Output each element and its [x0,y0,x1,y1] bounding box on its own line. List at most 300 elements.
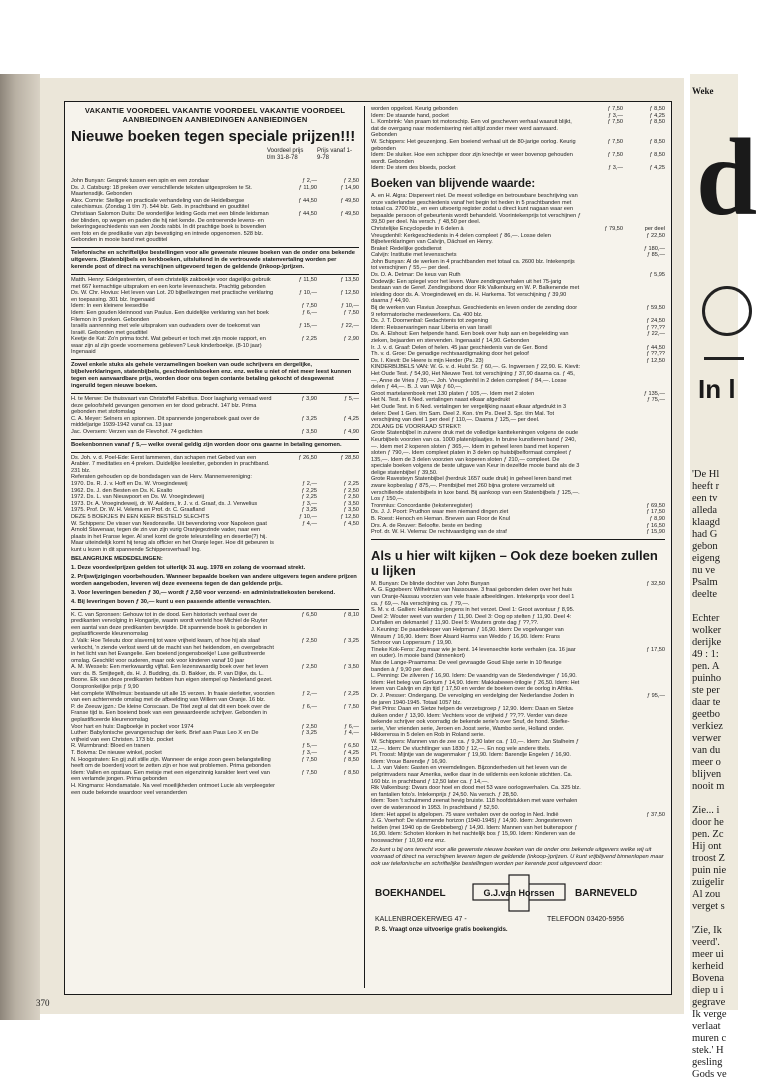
book-entry [371,798,665,811]
divider [71,359,359,360]
book-entry [371,233,665,240]
book-price-voordeel [581,391,623,398]
book-entry-text: Vreugdenhil: Kerkgeschiedenis in 4 delen compleet ƒ 86,—. Losse delen [371,232,551,239]
book-entry [371,424,665,431]
right-page-seal-icon [702,286,752,336]
book-entry [71,481,359,488]
book-price-vanaf: ƒ 15,90 [646,529,665,536]
right-page-line: troost Z [692,853,725,864]
book-price-voordeel: ƒ 2,25 [301,494,317,501]
book-price-vanaf: ƒ 4,25 [649,112,665,119]
book-price-voordeel: ƒ 15,— [298,323,317,330]
book-entry-text: Matth. Henry: Edelgesteenten, of een christelijk zakboekje voor dagelijks gebruik met 667 kernachtige uitspraken en een korte levensschets. Prachtig gebonden [71,276,271,290]
book-entry-text: Grote Statenbijbel in zuivere druk met de volledige kanttekeningen volgens de oude Keurbijbels voorzien van ca. 1000 platen/plaatjes. In bruine kunstleren band ƒ 240,—. Idem met 2 koperen sloten ƒ 365,—. Idem in geheel leren band met koperen sloten ƒ 790,—. Idem compleet platen in 3 delen op huisbijbelformaat compleet ƒ 135,—. Idem de 3 delen voorzien van koperen sloten ƒ 210,— compleet. De speciale boeken volgens de beste uitgave van Keur in dezelfde mooie band als de 3 delige statenbijbel ƒ 39,50. [371,430,580,476]
book-price-voordeel [581,509,623,516]
book-price-voordeel [581,397,623,404]
right-page-line: Al zou [692,889,721,900]
book-entry-text: Drs. A. de Reuver: Beloofte. beste en beding [371,522,482,529]
book-entry [371,239,665,246]
book-entry [71,290,359,303]
right-page-heading: In l [698,374,736,404]
book-entry [371,165,665,172]
book-price-vanaf: ƒ 75,— [646,397,665,404]
book-entry-text: T. Boivma: De nieuwe winkel, pocket [71,750,162,756]
book-entry [371,358,665,365]
book-price-vanaf [623,673,665,693]
book-list [71,277,359,356]
book-price-voordeel [581,523,623,530]
book-entry [71,178,359,185]
book-price-vanaf: ƒ 12,50 [340,290,359,297]
book-entry-text: 1975. Prof. Dr. W. H. Velema en Prof. dr. C. Graafland [71,507,205,514]
right-page-line: alleda [692,505,718,516]
book-price-vanaf: ƒ 8,50 [649,106,665,112]
book-price-vanaf [623,706,665,739]
right-page-line: meer ui [692,949,724,960]
right-page-line: puin nie [692,865,727,876]
mededeling-item: 3. Voor leveringen beneden ƒ 30,— wordt ƒ 2,50 voor verzend- en administratiekosten berekend. [71,589,336,596]
book-price-voordeel: ƒ 2,25 [301,487,317,494]
mededeling-item: 4. Bij leveringen boven ƒ 30,— kunt u een passende attentie verwachten. [71,598,271,605]
book-price-voordeel [581,279,623,305]
book-entry [371,739,665,752]
book-price-vanaf: ƒ 37,50 [646,811,665,818]
book-price-vanaf: ƒ 4,25 [343,750,359,756]
book-entry [71,501,359,508]
book-price-vanaf [623,660,665,673]
right-page-line: Ik verge [692,1009,727,1020]
divider [71,452,359,453]
book-price-vanaf [623,404,665,424]
book-entry-text: C. A. Meyer: Selners en spionnen. Dit spannende jongensboek gaat over de middeljarige 1939-1942 vanaf ca. 13 jaar [71,415,260,429]
right-page-line: een tv [692,493,718,504]
right-page-line: Echter [692,613,720,624]
book-entry-text: KINDERBIJBELS VAN: W. G. v. d. Hulst Sr. ƒ 60,—. G. Ingwersen ƒ 22,90. E. Kievit: Het Oude Test. ƒ 54,90, Het Nieuwe Test. tot verschijning ƒ 37,90 daarna ca. ƒ 45,—, Anne de Vries ƒ 39,—. Joh. Vreugdenhil in 2 delen compleet ƒ 84,—. Losse delen ƒ 44,—. B. J. van Wijk ƒ 60,—. [371,364,581,391]
book-entry-text: L. Penning: De zilveren ƒ 16,90. Idem: De vaandrig van de Stedendwinger ƒ 16,90. Idem: Het beleg van Gorkum ƒ 14,90. Idem: Makkabeeen-trilogie ƒ 26,50. Idem: Het leven van Calvijn en zijn tijd ƒ 17,50 en verder de boeken over de oorlog in Afrika. [371,673,580,693]
shop-logo-icon [471,874,567,914]
right-page-line: blijven [692,769,722,780]
book-price-vanaf: ƒ 3,50 [343,500,359,507]
right-page-line: pen. Zc [692,829,724,840]
book-entry-text: W. Schippers: Mannen van de zee ca. ƒ 9,30 later ca. ƒ 10,—. Idem: Jan Stalheim ƒ 12,—. Idem: De vluchtlinger van 1830 ƒ 12,—. En nog vele andere titels. [371,739,580,752]
right-page-line: gegrave [692,997,726,1008]
book-entry-text: L. J. van Valen: Gasten en vreemdelingen. Bijzonderheden uit het leven van de pelgrimvaders naar Amerika, welke daar in de wildernis een kolonie stichtten. Ca. 160 blz. in prachtband ƒ 12,50 later ca. ƒ 14,—. [371,765,573,785]
book-entry [371,752,665,765]
book-price-vanaf: per deel [644,225,665,232]
book-entry-text: Israëls aanrenning met vele uitspraken van oudvaders over de toekomst van Israël. Gebonden met goudtitel [71,323,261,336]
book-entry-text: A. en H. Algra: Dispereert niet. De meest volledige en betrouwbare beschrijving van onze vaderlandse geschiedenis vanaf het begin tot heden in 5 prachtbanden met totaal ca. 2700 blz., en een uitvoerig register zodat u direct kunt nagaan waar een bepaalde persoon of gebeurtenis wordt behandeld. Voorintekenprijs tot verschijnen ƒ 39,50 per deel. Na versch. ƒ 48,50 per deel. [371,192,581,226]
book-entry [71,455,359,475]
voucher-notice: Boekenbonnen vanaf ƒ 5,— welke overal geldig zijn worden door ons gaarne in betaling genomen. [71,441,342,448]
book-price-vanaf: ƒ 14,90 [340,184,359,191]
book-entry-text: Het N. Test. in 6 Ned. vertalingen naast elkaar afgedrukt [371,397,510,404]
book-entry-text: Ds. J. Catsburg: 18 preken over verschillende teksten uitgesproken te St. Maartensdijk. Gebonden [71,184,252,198]
book-price-vanaf: ƒ 8,50 [343,756,359,763]
book-price-voordeel: ƒ 11,90 [298,184,317,191]
book-entry [371,252,665,259]
book-entry [371,430,665,476]
book-entry-text: Idem: Een gouden kleinnood van Paulus. Een duidelijke verklaring van het boek Filemon in 9 preken. Gebonden [71,309,269,323]
book-entry-text: Max de Lange-Praamsma: De veel gevraagde Goud Elsje serie in 10 fleurige banden à ƒ 9,90 per deel. [371,659,562,673]
right-page-line: had G [692,529,718,540]
book-entry [71,783,359,796]
book-entry [71,691,359,704]
purchase-notice: Zowel enkele stuks als gehele verzamelingen boeken van oude schrijvers en dergelijke, bijbelverklaringen, statenbijbels, geschiedenisboeken enz. enz. welke u niet of niet meer leest kunnen tegen een aanvaardbare prijs, worden door ons tegen contante betaling gekocht of desgewenst ingeruild tegen nieuwe boeken. [71,362,352,390]
book-price-voordeel: ƒ 3,25 [301,730,317,737]
book-price-voordeel [581,752,623,765]
book-entry [371,607,665,627]
right-page-line: geetbo [692,709,720,720]
book-price-vanaf: ƒ 6,50 [343,743,359,750]
book-price-voordeel [581,587,623,607]
book-entry [71,310,359,323]
book-entry [71,211,359,244]
shop-name: BOEKHANDEL [375,887,446,899]
book-entry-text: John Bunyan: Al de werken in 4 prachtbanden met totaal ca. 2600 blz. Intekenprijs tot verschijnen ƒ 55,— per deel. [371,258,575,272]
book-entry [371,706,665,739]
book-price-voordeel: ƒ 7,50 [607,119,623,126]
book-entry [71,277,359,290]
mededeling-item: 2. Prijswijzigingen voorbehouden. Wanneer bepaalde boeken van andere uitgevers tegen andere prijzen worden aangeboden, leveren wij deze eveneens tegen de dan geldende prijs. [71,573,357,587]
book-price-vanaf: ƒ 2,90 [343,336,359,343]
book-entry-text: Alex. Comrie: Stellige en practicale verhandeling van de Heidelbergse catechismus. (Zondag 1 t/m 7). 544 blz. Geb. in prachtband en goudtitel [71,197,249,211]
shop-note: P. S. Vraagt onze uitvoerige gratis boekengids. [375,926,508,933]
book-price-voordeel: ƒ 44,50 [298,210,317,217]
book-list [71,178,359,244]
book-price-vanaf: ƒ 3,50 [343,507,359,514]
book-entry [71,429,359,436]
book-entry [371,516,665,523]
book-price-voordeel [581,765,623,785]
book-price-voordeel [581,647,623,660]
book-price-voordeel: ƒ 3,25 [301,507,317,514]
book-price-vanaf: ƒ 85,— [646,252,665,259]
book-price-vanaf: ƒ 12,50 [340,513,359,520]
book-price-voordeel: ƒ 3,90 [301,396,317,403]
book-price-vanaf: ƒ 95,— [646,692,665,699]
book-entry [371,305,665,318]
book-entry-text: Het complete Wilhelmus: bestaande uit alle 15 verzen. In fraaie sierletter, voorzien van een achterrende omslag met de afbeelding van Willem van Oranje. 16 blz. [71,690,275,704]
book-entry-text: Referaten gehouden op de bondsdagen van de Herv. Mannenvereniging: [71,474,252,481]
book-entry [371,647,665,660]
book-entry [71,770,359,783]
book-entry [71,494,359,501]
book-entry [371,397,665,404]
book-price-voordeel [581,239,623,246]
book-entry [71,416,359,429]
book-entry [71,336,359,356]
book-price-vanaf: ƒ 2,50 [343,494,359,501]
book-price-vanaf: ƒ 59,50 [646,305,665,312]
right-page-line: heeft r [692,481,720,492]
book-price-vanaf: ƒ 6,— [344,723,359,730]
book-price-voordeel [581,424,623,431]
book-price-voordeel [581,259,623,272]
right-page-line: muren c [692,1033,727,1044]
book-price-vanaf: ƒ 7,50 [343,703,359,710]
book-entry-text: A. G. Eggebeen: Wilhelmus van Nassouwe. 3 fraai gebonden delen over het huis van Oranje-Nassau voorzien van vele fraaie afbeeldingen. Intekenprijs voor deel 1 ca. ƒ 69,—. Na verschijning ca. ƒ 79,—. [371,587,575,607]
book-entry-text: Ds. I. Kievit: De Heere is mijn Herder (Ps. 23) [371,357,484,364]
book-price-vanaf [623,239,665,246]
book-entry-text: H. Kingmans: Hondamatale. Na veel moeilijkheden ontmoet Lucie als verpleegster een oude bekende waardoor veel veranderden [71,782,275,796]
book-price-vanaf: ƒ 49,50 [340,210,359,217]
book-price-vanaf: ƒ 8,50 [649,119,665,126]
book-entry-text: Idem: De staande hand, pocket [371,112,449,119]
book-price-voordeel [581,660,623,673]
book-price-voordeel [581,351,623,358]
book-price-voordeel: ƒ 10,— [298,290,317,297]
book-entry-text: Voor hart en huis: Dagboekje in pocket voor 1974 [71,723,194,730]
book-entry [71,323,359,336]
book-list [71,396,359,436]
book-price-voordeel: ƒ 7,50 [607,138,623,145]
book-entry [371,331,665,344]
book-entry-text: Idem: Toen 't schuimend zeenat hevig bruiste. 118 hoofdstukken met ware verhalen over de watersnood in 1953. In prachtband ƒ 52,50. [371,798,578,811]
book-price-vanaf [623,364,665,390]
book-price-voordeel: ƒ 2,50 [301,723,317,730]
book-price-voordeel [581,503,623,510]
right-page-line: 'Zie, Ik [692,925,722,936]
book-price-vanaf [623,607,665,627]
book-entry-text: Ds. A. Elshout: Een helpende hand. Een boek over hulp aan en begeleiding van zieken, bejaarden en stervenden. Ingenaaid ƒ 14,90. Gebonden [371,331,569,344]
book-entry-text: Ds. W. Chr. Hovius: Het leven van Lot. 20 bijbellezingen met practische verklaring en toepassing. 301 blz. Ingenaaid [71,290,274,303]
book-entry [371,351,665,358]
book-price-voordeel: ƒ 2,50 [301,637,317,644]
order-notice: Telefonische en schriftelijke bestellingen voor alle gewenste nieuwe boeken van de onder ons bekende uitgevers. (Statenbijbels en kerkboeken, uitsluitend in de vertrouwde statenvertaling worden per kerende post of direct na verschijnen uitgevoerd tegen de geldende (inkoop-)prijzen. [71,249,356,270]
book-price-voordeel [581,272,623,279]
book-entry-text: worden opgelost. Keurig gebonden [371,106,458,112]
book-entry [371,404,665,424]
right-page-line [692,601,752,613]
book-entry-text: Luther: Babylonische gevangenschap der kerk. Brief aan Paus Leo X en De vrijheid van een Christen. 173 blz. pocket [71,730,259,743]
book-price-vanaf [623,193,665,226]
book-price-voordeel [581,305,623,318]
book-price-vanaf: ƒ 22,— [340,323,359,330]
right-page-line [692,793,752,805]
book-price-vanaf: ƒ ??,?? [646,351,665,358]
book-price-vanaf: ƒ 8,50 [343,769,359,776]
book-list [371,106,665,172]
book-price-voordeel: ƒ 4,— [302,520,317,527]
right-page-line: deelte [692,589,718,600]
book-entry [371,152,665,165]
right-page-line: stek.' H [692,1045,724,1056]
divider [71,247,359,248]
book-entry-text: W. Schippers: Het geuzenjong. Een boeiend verhaal uit de 80-jarige oorlog. Keurig gebonden [371,138,576,152]
book-price-voordeel: ƒ 3,— [302,500,317,507]
section-title-kijken: Als u hier wilt kijken – Ook deze boeken zullen u lijken [371,547,658,578]
book-entry-text: P. de Zeeuw jgzn.: De kleine Conscaan. De Titel zegt al dat dit een boek over de Franse tijd is. Een boeiend boek van een gewaardeerde schrijver. Gebonden in geplastificeerde kleurenomslag [71,703,270,724]
book-price-vanaf: ƒ 44,50 [646,344,665,351]
book-price-voordeel [581,325,623,332]
book-entry-text: Groot martelarenboek met 130 platen ƒ 105,—. Idem met 2 sloten [371,390,535,397]
book-entry [371,523,665,530]
section-title-blijvende-waarde: Boeken van blijvende waarde: [371,177,536,190]
divider [71,439,359,440]
right-page-line: 49 : 1: [692,649,719,660]
book-price-vanaf: ƒ 22,— [646,331,665,338]
book-entry-text: Idem: In een kleinere leeseditie [71,303,149,310]
right-page-line [692,913,752,925]
right-page-line: Zie... i [692,805,720,816]
right-column [371,106,665,934]
book-entry [371,581,665,588]
book-price-vanaf: ƒ 2,25 [343,481,359,487]
price-header-vanaf: Prijs vanaf 1-9-78 [317,148,353,161]
right-page-line: ste per [692,685,720,696]
book-entry [371,259,665,272]
right-page-line: verwer [692,733,722,744]
banner-line: AANBIEDINGEN AANBIEDINGEN AANBIEDINGEN [122,115,308,124]
book-entry [371,627,665,647]
book-price-vanaf [623,798,665,811]
book-price-voordeel: ƒ 7,50 [607,152,623,159]
book-entry [371,818,665,844]
book-price-vanaf [317,474,359,481]
right-page-line: Psalm [692,577,718,588]
shop-phone: TELEFOON 03420-5956 [547,915,625,923]
book-price-voordeel: ƒ 2,25 [301,336,317,343]
book-price-voordeel: ƒ 7,50 [607,106,623,112]
ad-headline: Nieuwe boeken tegen speciale prijzen!!! [71,128,356,145]
right-page-line: Bovena [692,973,725,984]
book-entry [371,529,665,536]
book-entry-text: Jac. Oversem: Verzen van de Flevohof. 74 gedichten [71,429,203,436]
book-entry [71,704,359,724]
book-price-vanaf: ƒ 22,50 [646,232,665,239]
right-page-line: nooit m [692,781,725,792]
book-entry-text: A. M. Wessels: Een merkwaardig vijftal. Een lezenswaardig boek over het leven van: ds. B. Smijtegelt, ds. H. J. Budding, ds. D. Bakker, ds. P. van Dijke, ds. L. Boone. Elk van deze predikanten hebben hun eigen stempel op Nederland gezet. Oorspronkelijke prijs ƒ 9,90 [71,664,273,691]
book-price-vanaf: ƒ 13,50 [340,276,359,283]
book-entry-text: 1973. Dr. A. Vroegindeweij, dr. W. Aalders, Ir. J. v. d. Graaf, ds. J. Verwelius [71,500,258,507]
book-entry [371,509,665,516]
book-price-voordeel: ƒ 6,— [302,703,317,710]
book-price-voordeel: ƒ 2,— [302,178,317,184]
book-entry-text: 1962. Ds. J. den Besten en Ds. K. Exalto [71,487,173,494]
book-price-voordeel [581,345,623,352]
book-price-vanaf [623,627,665,647]
book-entry-text: Bij de werken van Flavius Josephus. Geschiedenis en leven onder de zending door 9 reformatorische medewerkers. Ca. 400 blz. [371,305,578,318]
book-price-vanaf [317,783,359,796]
book-price-vanaf: ƒ 4,90 [343,429,359,436]
book-price-voordeel: ƒ 79,50 [604,225,623,232]
book-price-voordeel [581,673,623,693]
left-column [71,106,359,796]
book-price-vanaf: ƒ 32,50 [646,580,665,587]
shop-address: KALLENBROEKERWEG 47 - [375,915,467,923]
book-price-vanaf: ƒ 3,50 [343,664,359,671]
book-price-vanaf: ƒ 4,25 [649,165,665,172]
shop-signature [371,874,665,934]
book-price-voordeel [581,364,623,390]
book-entry-text: Keetje de Kat: Zo'n prima tocht. Wat gebeurt er toch met zijn mooie rapport, en waar zijn al zijn goede voornemens gebleven? Leuk kinderboekje. (8-10 jaar) Ingenaaid [71,336,266,356]
right-page-text [692,469,752,1081]
book-entry-text: Dr. J. Presser: Ondergang. De vervolging en verdelging der Nederlandse Joden in de jaren 1940-1945. Totaal 1057 blz. [371,692,575,706]
right-page-line: daar te [692,697,721,708]
page-number: 370 [36,998,50,1008]
right-page-line: meer o [692,757,721,768]
book-entry-text: H. te Merwe: De thuisvaart van Christoffel Fabritius. Door laagharig verraad werd deze geloofsheld gevangen genomen en ter dood gebracht. 147 blz. Prima gebonden met stofomslag [71,396,272,416]
book-entry-text: Ds. J. J. Poort: Prudhon waar men niemand dingen ziet [371,509,509,516]
book-entry-text: Th. v. d. Groe: De genadige rechtvaardigmaking door het geloof [371,351,529,358]
right-page-line: Gods ve [692,1069,727,1080]
book-entry-text: Ds. D. A. Detmar: De keus van Ruth [371,272,461,279]
book-entry-text: Christelijke Encyclopedie in 6 delen à [371,225,464,232]
book-price-voordeel: ƒ 3,25 [301,415,317,422]
right-page-line: gesling [692,1057,723,1068]
book-price-vanaf: ƒ 3,25 [343,637,359,644]
book-price-vanaf [623,587,665,607]
book-entry [71,743,359,750]
book-entry [71,730,359,743]
book-entry [71,474,359,481]
book-price-voordeel: ƒ 26,50 [298,454,317,461]
mededelingen-title: BELANGRIJKE MEDEDELINGEN: [71,555,163,562]
right-page-line: Hij ont [692,841,722,852]
book-price-voordeel [581,193,623,226]
book-price-voordeel: ƒ 5,— [302,743,317,750]
book-entry [371,660,665,673]
book-price-voordeel: ƒ 6,— [302,309,317,316]
book-entry [71,750,359,757]
book-price-voordeel [581,331,623,344]
book-entry [371,272,665,279]
book-spine-shadow [0,74,40,1020]
book-price-vanaf: ƒ 4,25 [343,415,359,422]
book-price-vanaf: ƒ 17,50 [646,509,665,516]
book-entry [71,396,359,416]
divider [71,274,359,275]
book-entry-text: Ir. J. v. d. Graaf: Delen of helen. 45 jaar geschiedenis van de Ger. Bond [371,344,548,351]
book-price-voordeel: ƒ 2,50 [301,664,317,671]
book-entry [71,198,359,211]
book-entry [71,664,359,690]
book-entry-text: Idem: Vallen en opstaan. Een meisje met een eigenzinnig karakter leert veel van een verlamde jongen. Prima gebonden [71,769,270,783]
book-list [371,193,665,536]
price-header-voordeel: Voordeel prijs t/m 31-8-78 [267,148,304,161]
book-price-vanaf: ƒ 4,— [344,730,359,737]
book-entry-text: Ds. J. T. Doornenbal: Gedachtenis tot zegening [371,318,489,325]
right-page-line: klaagd [692,517,720,528]
book-entry-text: Idem: Reisservaringen naar Liberia en van Israël [371,324,492,331]
book-entry-text: John Bunyan: Gesprek tussen een spin en een zondaar [71,178,210,184]
book-price-voordeel: ƒ 7,50 [301,769,317,776]
book-price-vanaf [623,259,665,272]
book-entry-text: J. Valk: Hoe Teleutu door slavernij tot ware vrijheid kwam, of hoe hij als slaaf verkocht, 'n ziende verlost werd uit de macht van het heidendom, en overgebracht in het licht van het Evangelie. Een boeiend jongensboekje! Luxe geïllustreerde omslag. Geschikt voor ouderen, maar ook voor kinderen vanaf 10 jaar [71,637,274,664]
book-entry-text: DEZE 5 BOEKJES IN EEN KEER BESTELD SLECHTS [71,513,210,520]
right-page-line: verkiez [692,721,723,732]
book-price-vanaf [623,785,665,798]
book-price-voordeel [581,739,623,752]
right-page-header: Weke [692,86,714,96]
book-price-vanaf: ƒ 10,— [340,303,359,310]
book-price-voordeel [581,581,623,588]
book-entry [371,318,665,325]
book-entry [371,226,665,233]
book-entry-text: Ds. Joh. v. d. Poel-Ede: Eerst lammeren, dan schapen met Gebed van een Arabier. 7 meditaties en 4 preken. Duidelijke leesletter, gebonden in prachtband. 231 blz. [71,454,270,474]
book-entry-text: N. Hoogstraten: En gij zult stille zijn. Wanneer de enige zoon geen belangstelling heeft om de boerderij voort te zetten zijn er hoe wat problemen. Prima gebonden [71,756,271,770]
book-price-voordeel: ƒ 7,50 [301,303,317,310]
book-entry-text: Christiaan Salomon Duits: De wonderlijke leiding Gods met een blinde leidsman der blinden, op wegen en paden die hij niet kende. De ontroerende levens- en bekeringsgeschiedenis van een Joods rabbi. In dit prachtige boek is bovendien een foto en de predikatie van zijn bevestiging en intrede opgenomen. 528 blz. Gebonden in mooie band met goudtitel [71,210,269,244]
book-price-voordeel: ƒ 2,— [302,690,317,697]
book-entry [71,488,359,495]
book-price-vanaf: ƒ 8,50 [649,152,665,159]
book-entry [371,279,665,305]
book-entry-text: Piet Prins: Daan en Sietze helpen de verzetsgroep ƒ 12,90. Idem: Daan en Sietze duiken onder ƒ 13,90. Idem: Vechters voor de vrijheid ƒ ??,??. Verder van deze bekende schrijver ook voorradig de bekende serie's over Snuf, de hond. Stiefke-serie, Vier vrienden serie, Jeroen en Joost serie, Wambo serie, Holland onder. Hikkerensa in 5 delen en Rob in Roland serie. [371,706,574,739]
book-price-voordeel [581,607,623,627]
book-price-vanaf: ƒ 8,90 [649,516,665,523]
book-entry-text: Dodewijk: Een spiegel voor het leven. Ware zendingsverhalen uit het 75-jarig bestaan van de Geref. Zendingsbond door Rik Valkenburg en W. P. Balkenende met inleiding door ds. A. Vroegindeweij en ds. H. Harkema. Tot verschijning ƒ 39,90 daarna ƒ 44,90. [371,278,580,305]
